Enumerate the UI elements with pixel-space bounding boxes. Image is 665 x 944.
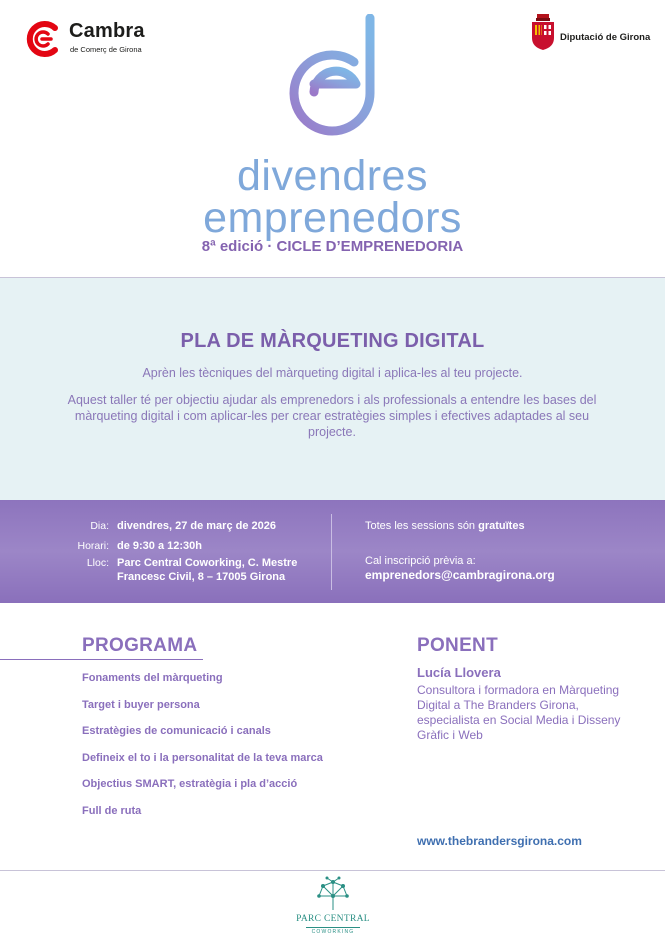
- diputacio-logo: [530, 14, 655, 54]
- registration-email-link[interactable]: emprenedors@cambragirona.org: [365, 568, 555, 582]
- event-info-band: [0, 500, 665, 603]
- place-line1: Parc Central Coworking, C. Mestre: [117, 557, 298, 569]
- list-item: Defineix el to i la personalitat de la teva marca: [82, 751, 323, 764]
- speaker-website-link[interactable]: www.thebrandersgirona.com: [417, 834, 582, 848]
- list-item: Full de ruta: [82, 804, 142, 817]
- programa-list: [82, 671, 382, 831]
- sessions-note: [365, 520, 525, 532]
- sessions-free: gratuïtes: [478, 520, 525, 532]
- list-item: Estratègies de comunicació i canals: [82, 725, 271, 738]
- workshop-description: Aquest taller té per objectiu ajudar als emprenedors i als professionals a entendre les bases del màrqueting digital i com aplicar-les per crear estratègies simples i efectives adaptades al seu projecte.: [67, 393, 597, 439]
- parc-central-logo: [296, 876, 370, 938]
- brand-edition: 8ª edició · CICLE D’EMPRENEDORIA: [201, 238, 464, 255]
- footer-divider: [0, 870, 665, 871]
- programa-heading: PROGRAMA: [82, 635, 198, 656]
- programa-underline: [0, 659, 203, 660]
- brand-title-line1: divendres: [237, 152, 428, 200]
- speaker-name: Lucía Llovera: [417, 665, 501, 680]
- brand-title-line2: emprenedors: [203, 194, 462, 242]
- parc-central-name: PARC CENTRAL: [296, 914, 370, 924]
- header: [0, 0, 665, 278]
- day-value: divendres, 27 de març de 2026: [117, 520, 276, 532]
- network-tree-icon: [315, 876, 351, 912]
- cambra-subtitle: de Comerç de Girona: [70, 45, 142, 54]
- divendres-emprenedors-logo-icon: [284, 14, 380, 136]
- time-label: Horari:: [77, 540, 109, 552]
- sessions-text: Totes les sessions són: [365, 520, 479, 532]
- diputacio-shield-icon: [530, 14, 556, 50]
- workshop-title: PLA DE MÀRQUETING DIGITAL: [180, 330, 485, 352]
- band-divider: [331, 514, 332, 590]
- speaker-bio: Consultora i formadora en Màrqueting Digital a The Branders Girona, especialista en Social Media i Disseny Gràfic i Web: [417, 683, 621, 742]
- intro-section: [0, 278, 665, 500]
- cambra-logo: [22, 20, 172, 60]
- diputacio-name: Diputació de Girona: [560, 32, 651, 43]
- registration-note: Cal inscripció prèvia a:: [365, 555, 476, 567]
- cambra-c-icon: [22, 20, 64, 58]
- list-item: Target i buyer persona: [82, 698, 200, 711]
- place-label: Lloc:: [86, 557, 109, 569]
- ponent-heading: PONENT: [417, 635, 498, 656]
- time-value: de 9:30 a 12:30h: [117, 540, 202, 552]
- parc-central-rule: [306, 927, 360, 928]
- workshop-lead: Aprèn les tècniques del màrqueting digital i aplica-les al teu projecte.: [142, 366, 523, 380]
- place-line2: Francesc Civil, 8 – 17005 Girona: [117, 571, 286, 583]
- cambra-name: Cambra: [69, 20, 145, 42]
- parc-central-sub: COWORKING: [311, 929, 355, 935]
- day-label: Dia:: [90, 520, 109, 532]
- list-item: Fonaments del màrqueting: [82, 672, 223, 684]
- list-item: Objectius SMART, estratègia i pla d’acció: [82, 778, 298, 791]
